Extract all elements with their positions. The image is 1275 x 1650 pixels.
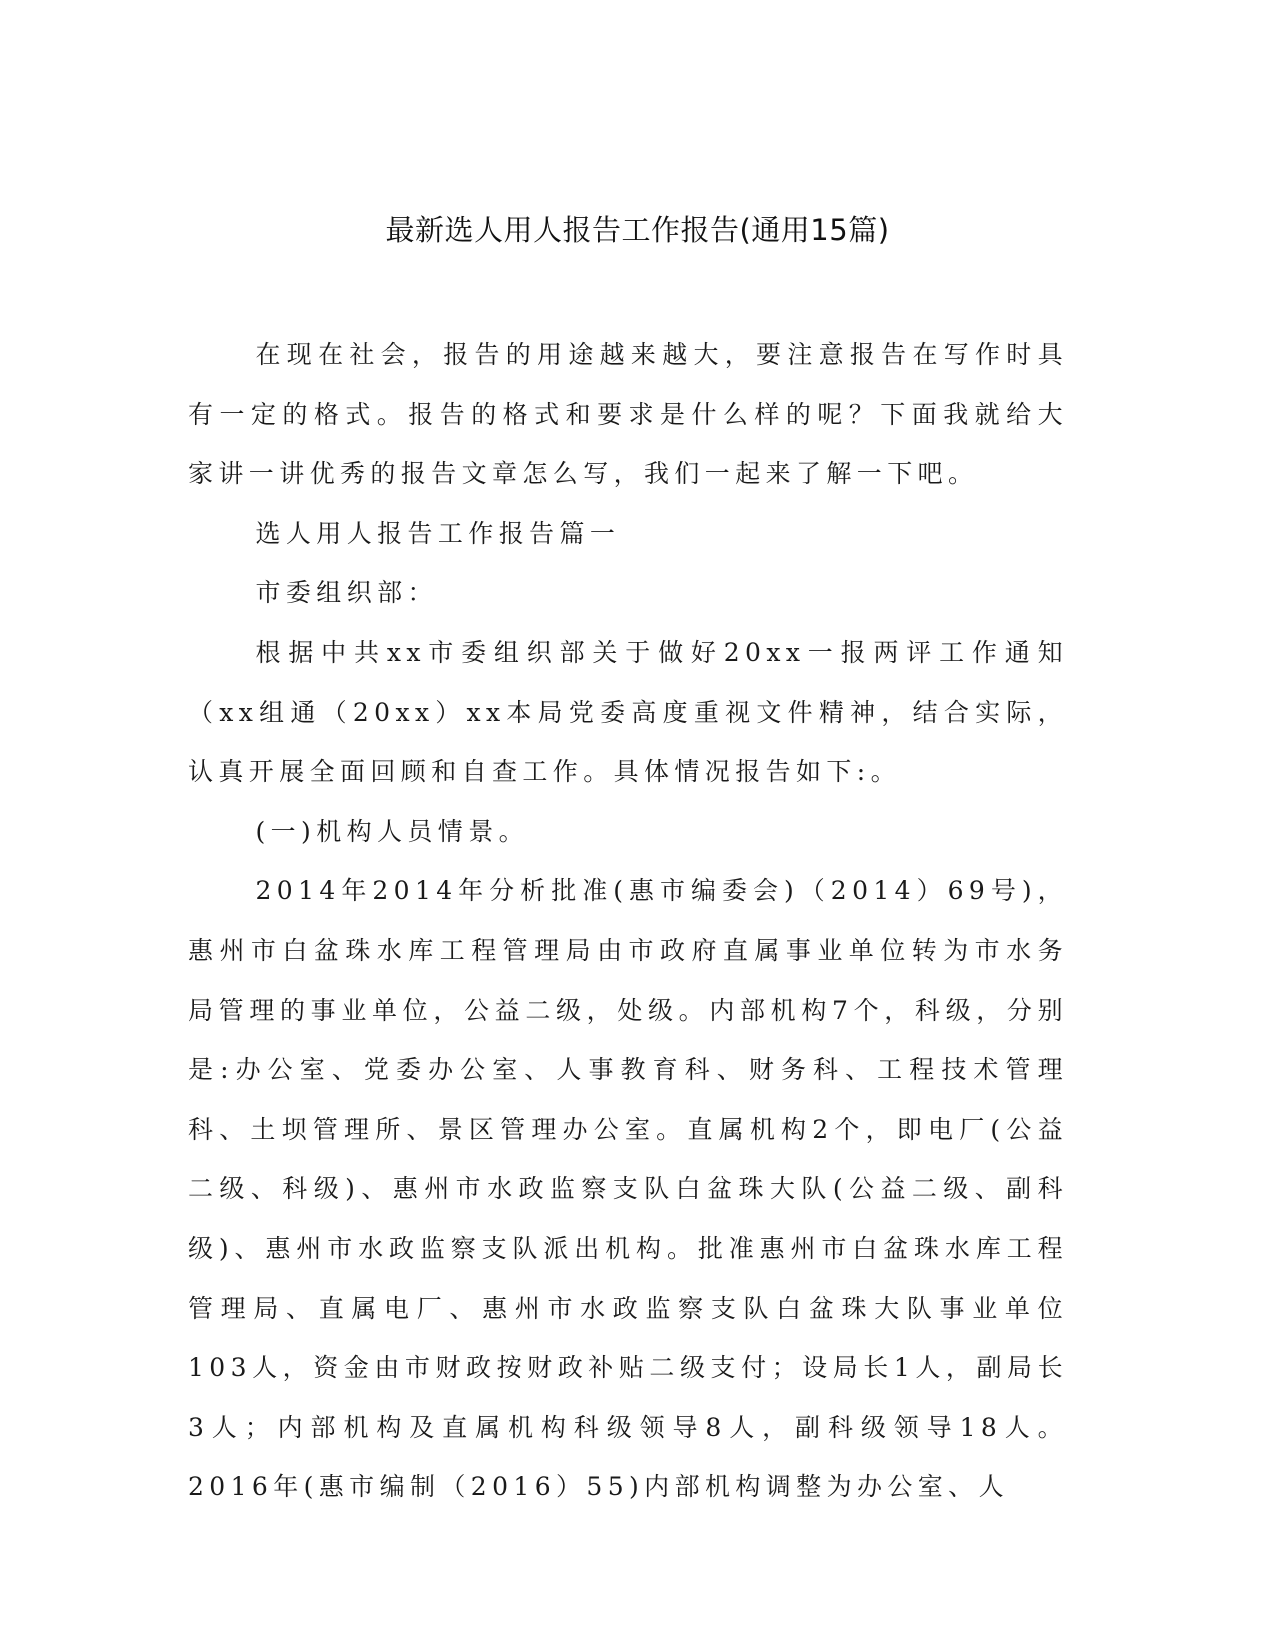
document-title: 最新选人用人报告工作报告(通用15篇) <box>385 213 890 247</box>
salutation: 市委组织部： <box>255 578 438 608</box>
intro-paragraph: 在现在社会，报告的用途越来越大，要注意报告在写作时具有一定的格式。报告的格式和要求是什么样的呢？下面我就给大家讲一讲优秀的报告文章怎么写，我们一起来了解一下吧。 <box>188 340 1068 489</box>
body-paragraph: 根据中共xx市委组织部关于做好20xx一报两评工作通知（xx组通（20xx）xx本局党委高度重视文件精神，结合实际，认真开展全面回顾和自查工作。具体情况报告如下:。 <box>188 637 1068 787</box>
section-heading: 选人用人报告工作报告篇一 <box>255 518 621 548</box>
document-body <box>188 325 1068 1517</box>
body-paragraph: 2014年2014年分析批准(惠市编委会)（2014）69号)，惠州市白盆珠水库工程管理局由市政府直属事业单位转为市水务局管理的事业单位，公益二级，处级。内部机构7个，科级，分别是:办公室、党委办公室、人事教育科、财务科、工程技术管理科、土坝管理所、景区管理办公室。直属机构2个，即电厂(公益二级、科级)、惠州市水政监察支队白盆珠大队(公益二级、副科级)、惠州市水政监察支队派出机构。批准惠州市白盆珠水库工程管理局、直属电厂、惠州市水政监察支队白盆珠大队事业单位103人，资金由市财政按财政补贴二级支付；设局长1人，副局长3人；内部机构及直属机构科级领导8人，副科级领导18人。2016年(惠市编制（2016）55)内部机构调整为办公室、人 <box>188 876 1068 1502</box>
subsection-heading: (一)机构人员情景。 <box>255 816 530 846</box>
